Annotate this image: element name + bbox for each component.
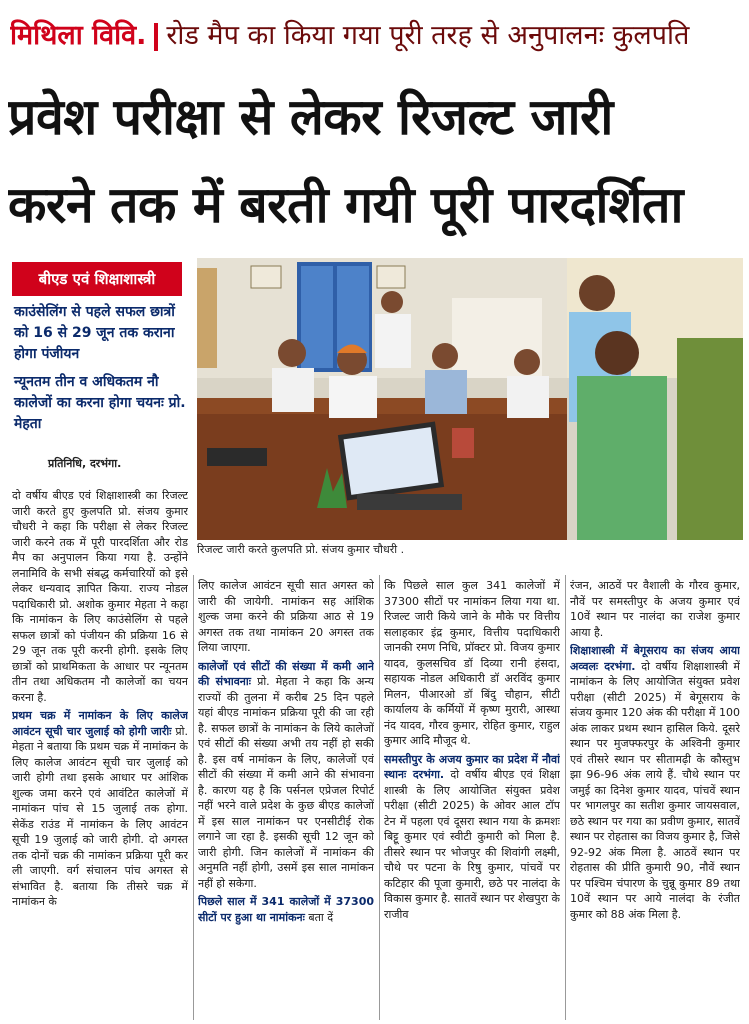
column-divider <box>565 575 566 1020</box>
paragraph <box>384 752 560 923</box>
subhead-college-choice: न्यूनतम तीन व अधिकतम नौ कालेजों का करना होगा चयनः प्रो. मेहता <box>14 374 186 432</box>
kicker-divider <box>154 23 158 51</box>
photo-caption: रिजल्ट जारी करते कुलपति प्रो. संजय कुमार चौधरी . <box>197 543 405 556</box>
paragraph <box>198 894 374 925</box>
para-lead: पिछले साल में 341 कालेजों में 37300 सीटों पर हुआ था नामांकनः <box>198 895 374 924</box>
para-text: दो वर्षीय शिक्षाशास्त्री में नामांकन के लिए आयोजित संयुक्त प्रवेश परीक्षा (सीटी 2025) में बेगूसराय के संजय कुमार 120 अंक की परीक्षा में 100 अंक लाकर प्रथम स्थान हासिल किये. दूसरे स्थान पर मुजफ्फरपुर के अश्विनी कुमार एवं तीसरे स्थान पर सीतामढ़ी के कौस्तुभ झा 96-96 अंक लाये हैं. चौथे स्थान पर जमुई का दिनेश कुमार यादव, पांचवें स्थान पर भागलपुर का सतीश कुमार जायसवाल, छठे स्थान पर गया का प्रवीण कुमार, सातवें स्थान पर रोहतास का विजय कुमार है, जिसे 92-92 अंक मिला है. आठवें स्थान पर रोहतास की प्रीति कुमारी 90, नौवें स्थान पर पश्चिम चंपारण के चुन्नू कुमार 89 तथा 10वें स्थान पर आये नालंदा के रंजीत कुमार को 88 अंक मिला है. <box>570 659 740 921</box>
para-text: लिए कालेज आवंटन सूची सात अगस्त को जारी की जायेगी. नामांकन सह आंशिक शुल्क जमा करने की प्रक्रिया आठ से 19 अगस्त तक तथा नामांकन 20 अगस्त तक लिया जाएगा. <box>198 579 374 654</box>
section-tagline: बीएड एवं शिक्षाशास्त्री <box>12 262 182 296</box>
photo-illustration <box>197 258 743 540</box>
kicker-line <box>10 14 740 58</box>
article-column-1 <box>12 488 188 1024</box>
paragraph <box>12 488 188 705</box>
paragraph <box>198 578 374 656</box>
news-photo <box>197 258 743 540</box>
paragraph <box>570 643 740 922</box>
paragraph <box>198 659 374 892</box>
article-column-3 <box>384 578 560 1024</box>
column-divider <box>379 575 380 1020</box>
paragraph <box>12 708 188 910</box>
headline-line-2: करने तक में बरती गयी पूरी पारदर्शिता <box>8 176 683 234</box>
kicker-text: रोड मैप का किया गया पूरी तरह से अनुपालनः कुलपति <box>166 20 690 51</box>
column-divider <box>193 575 194 1020</box>
para-lead: प्रथम चक्र में नामांकन के लिए कालेज आवंटन सूची चार जुलाई को होगी जारीः <box>12 709 188 738</box>
paragraph <box>570 578 740 640</box>
para-text: रंजन, आठवें पर वैशाली के गौरव कुमार, नौवें पर समस्तीपुर के अजय कुमार एवं 10वें स्थान पर नालंदा का राजेश कुमार आया है. <box>570 579 740 639</box>
article-column-2 <box>198 578 374 1024</box>
kicker-lead: मिथिला विवि. <box>10 20 147 51</box>
para-text: प्रो. मेहता ने कहा कि अन्य राज्यों की तुलना में करीब 25 दिन पहले यहां बीएड नामांकन प्रक्रिया पूरी की जा रही है. सफल छात्रों के नामांकन के लिये कालेजों एवं सीटों की संख्या अभी तय नहीं हो सकी है. इस वर्ष नामांकन के लिए, कालेजों एवं सीटों की संख्या में कमी आने की संभावना है. कारण यह है कि पर्सनल एप्रेजल रिपोर्ट नहीं भरने वाले प्रदेश के कुछ बीएड कालेजों में इस साल नामांकन पर एनसीटीई रोक लगाने जा रहा है. इसकी सूची 12 जून को जारी होगी. जिन कालेजों में नामांकन की अनुमति नहीं होगी, उसमें इस साल नामांकन नहीं हो सकेगा. <box>198 675 374 890</box>
para-text: कि पिछले साल कुल 341 कालेजों में 37300 सीटों पर नामांकन लिया गया था. रिजल्ट जारी किये जाने के मौके पर वित्तीय सलाहकार इंद्र कुमार, वित्तीय पदाधिकारी जानकी रमण निधि, प्रॉक्टर प्रो. विजय कुमार यादव, कुलसचिव डॉ दिव्या रानी हंसदा, सहायक नोडल अधिकारी डॉ अरविंद कुमार मिलन, पीआरओ डॉ बिंदु चौहान, सीटी कार्यालय के कर्मियों में कृष्ण मुरारी, आस्था नंद यादव, गौरव कुमार, रोहित कुमार, राहुल कुमार आदि मौजूद थे. <box>384 579 560 747</box>
para-lead: शिक्षाशास्त्री में बेगूसराय का संजय आया अव्वलः दरभंगा. <box>570 644 740 673</box>
headline-line-1: प्रवेश परीक्षा से लेकर रिजल्ट जारी <box>8 88 613 146</box>
para-text: प्रो. मेहता ने बताया कि प्रथम चक्र में नामांकन के लिए कालेज आवंटन सूची चार जुलाई को जारी होगी तथा इसके आधार पर आंशिक शुल्क जमा करने एवं आवंटित कालेजों में नामांकन पांच से 15 जुलाई तक होगा. सेकेंड राउंड में नामांकन के लिए आवंटन सूची 19 जुलाई को जारी होगी. दो अगस्त तक दोनों चक्र की नामांकन प्रक्रिया पूरी कर ली जाएगी. वर्ग संचालन पांच अगस्त से संभावित है. बताया कि तीसरे चक्र में नामांकन के <box>12 724 188 908</box>
paragraph <box>384 578 560 749</box>
para-text: दो वर्षीय बीएड एवं शिक्षा शास्त्री के लिए आयोजित संयुक्त प्रवेश परीक्षा (सीटी 2025) के ओवर आल टॉप टेन में पहला एवं दूसरा स्थान गया के क्रमशः बिट्टू कुमार एवं स्वीटी कुमारी को मिला है. तीसरे स्थान पर भोजपुर की शिवांगी लक्ष्मी, चौथे पर पटना के रिषु कुमार, पांचवें पर कटिहार की पूजा कुमारी, छठे पर नालंदा के विकास कुमार है. सातवें स्थान पर शेखपुरा के राजीव <box>384 768 560 921</box>
byline: प्रतिनिधि, दरभंगा. <box>48 457 122 470</box>
para-lead: समस्तीपुर के अजय कुमार का प्रदेश में नौवां स्थानः दरभंगा. <box>384 752 560 781</box>
article-column-4 <box>570 578 740 1024</box>
para-text: बता दें <box>308 910 334 924</box>
para-text: दो वर्षीय बीएड एवं शिक्षाशास्त्री का रिजल्ट जारी करते हुए कुलपति प्रो. संजय कुमार चौधरी ने कहा कि परीक्षा से लेकर रिजल्ट जारी करने तक में पूरी पारदर्शिता और रोड मैप का अनुपालन किया गया है. उन्होंने लनामिवि के सभी संबद्ध कर्मचारियों को इसे लेकर धन्यवाद ज्ञापित किया. राज्य नोडल पदाधिकारी प्रो. अशोक कुमार मेहता ने कहा कि नामांकन के लिए काउंसेलिंग से पहले सफल छात्रों को पंजीयन की प्रक्रिया 16 से 29 जून तक पूरी करनी होगी. इसके लिए छात्रों को प्राथमिकता के आधार पर न्यूनतम तीन तथा अधिकतम नौ कालेजों का चयन करना है. <box>12 489 188 704</box>
subhead-registration: काउंसेलिंग से पहले सफल छात्रों को 16 से 29 जून तक कराना होगा पंजीयन <box>14 304 175 362</box>
para-lead: कालेजों एवं सीटों की संख्या में कमी आने की संभावनाः <box>198 659 374 688</box>
